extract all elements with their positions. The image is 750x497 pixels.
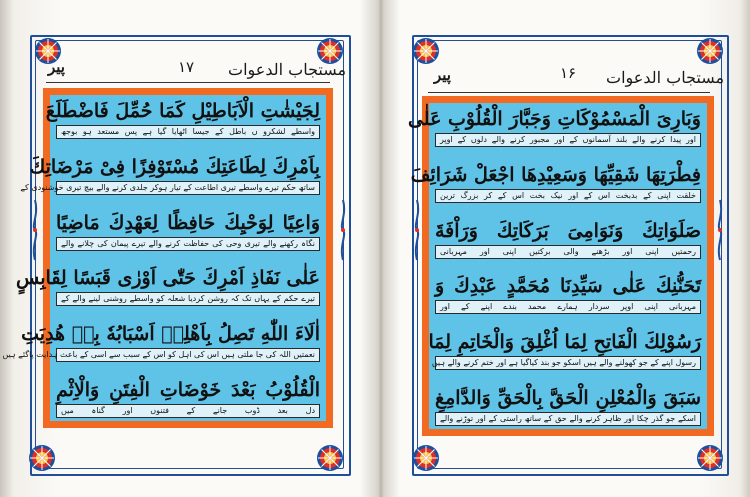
corner-ornament-icon xyxy=(692,440,728,476)
page-number: ۱۶ xyxy=(560,64,577,82)
page-day: پیر xyxy=(434,66,451,84)
page-header-title: مستجاب الدعوات xyxy=(606,68,725,87)
page-number: ۱۷ xyxy=(178,58,195,76)
corner-ornament-icon xyxy=(24,440,60,476)
arabic-text: فِطْرَتِهَا شَقِیِّهَا وَسَعِیْدِهَا اجْعَلْ شَرَائِفَ xyxy=(410,163,701,186)
side-ornament-icon xyxy=(338,200,348,260)
verse-line xyxy=(435,273,701,314)
verse-line xyxy=(410,162,701,203)
corner-ornament-icon xyxy=(408,440,444,476)
text-panel-inner xyxy=(2,95,326,421)
side-ornament-icon xyxy=(30,200,40,260)
side-ornament-icon xyxy=(715,200,725,260)
arabic-text: لِجَیْشٰتِ الْاَبَاطِیْلِ کَمَا حُمِّلَ فَاضْطَلَعَ xyxy=(45,100,320,122)
text-panel xyxy=(2,88,333,428)
side-ornament-icon xyxy=(412,200,422,260)
arabic-text: وَبَارِیَ الْمَسْمُوْكَاتِ وَجَبَّارَ الْقُلُوْبِ عَلٰی xyxy=(407,108,701,130)
arabic-text: عَلٰی نَفَاذِ اَمْرِكَ حَتّٰی اَوْرٰی قَبَسًا لِقَابِسٍ xyxy=(16,267,320,290)
arabic-text: صَلَوَاتِكَ وَنَوَامِیَ بَرَكَاتِكَ وَرَاْفَةَ xyxy=(435,219,701,242)
urdu-translation: تیرے حکم کے یہاں تک کہ روشن کردیا شعلہ کو واسطے روشنی لینے والے کے xyxy=(56,292,320,306)
urdu-translation: ساتھ حکم تیرے واسطے تیری اطاعت کے تیار ہوکر جلدی کرنے والے بیچ تیری خوشنودی کے xyxy=(56,181,320,195)
verse-line xyxy=(16,265,320,306)
verse-line xyxy=(435,385,701,426)
arabic-text: سَبَقَ وَالْمُعْلِنِ الْحَقَّ بِالْحَقِّ وَالدَّامِغِ xyxy=(435,386,701,409)
arabic-text: رَسُوْلِكَ الْفَاتِحِ لِمَا اُغْلِقَ وَالْخَاتِمِ لِمَا xyxy=(428,331,701,354)
right-page xyxy=(384,0,750,497)
corner-ornament-icon xyxy=(408,33,444,69)
urdu-translation: اور پیدا کرنے والے بلند آسمانوں کے اور مجبور کرنے والے دلوں کے اوپر xyxy=(435,133,701,147)
urdu-translation: مہربانی اپنی اوپر سردار ہمارے محمد بندے اپنے کے اور xyxy=(435,300,701,314)
verse-line xyxy=(56,210,320,251)
text-panel xyxy=(407,96,714,436)
corner-ornament-icon xyxy=(692,33,728,69)
page-header-title: مستجاب الدعوات xyxy=(228,60,347,79)
urdu-translation: اسکے جو گذر چکا اور ظاہر کرنے والے حق کے ساتھ راستی کے اور توڑنے والے xyxy=(435,412,701,426)
verse-line xyxy=(20,154,320,195)
urdu-translation: واسطے لشکرو ں باطل کے جیسا اٹھایا گیا ہے پس مستعد ہو بوجھ xyxy=(56,125,320,139)
urdu-translation: دل بعد ڈوب جانے کے فتنوں اور گناہ میں xyxy=(56,404,320,418)
verse-line xyxy=(2,321,320,362)
verse-line xyxy=(407,106,701,147)
text-panel-inner xyxy=(407,103,707,429)
urdu-translation: نعمتیں اللہ کی جا ملتی ہیں اس کی اہل کو اس کے سبب سے اسی کے باعث ہدایت پاگئے ہیں xyxy=(56,348,320,362)
verse-line xyxy=(428,329,701,370)
urdu-translation: رحمتیں اپنی اور بڑھنے والی برکتیں اپنی اور مہربانی xyxy=(435,245,701,259)
corner-ornament-icon xyxy=(312,440,348,476)
arabic-text: بِاَمْرِكَ لِطَاعَتِكَ مُسْتَوْفِزًا فِیْ مَرْضَاتِكَ xyxy=(29,155,320,178)
verse-line xyxy=(435,218,701,259)
header-rule xyxy=(428,92,710,93)
urdu-translation: خلقت اپنی کے بدبخت اس کے اور نیک بخت اس کے کر بزرگ ترین xyxy=(435,189,701,203)
arabic-text: وَاعِیًا لِوَحْیِكَ حَافِظًا لِعَهْدِكَ مَاضِیًا xyxy=(56,211,320,234)
arabic-text: تَحَنُّنِكَ عَلٰی سَیِّدِنَا مُحَمَّدٍ عَبْدِكَ وَ xyxy=(435,275,701,298)
urdu-translation: نگاہ رکھنے والے تیری وحی کی حفاظت کرنے والے تیرے پیمان کی چلانے والے xyxy=(56,237,320,251)
page-day: پیر xyxy=(48,58,65,76)
arabic-text: اٰلَاءَ اللّٰهِ تَصِلُ بِاَهْلِهٖ اَسْبَابُهٗ بِهٖ هُدِیَتِ xyxy=(21,323,320,346)
urdu-translation: رسول اپنے کے جو کھولنے والے ہیں اسکو جو بند کیاگیا ہے اور ختم کرنے والے ہیں xyxy=(435,356,701,370)
verse-line xyxy=(45,98,320,139)
arabic-text: الْقُلُوْبُ بَعْدَ خَوْضَاتِ الْفِتَنِ وَالْاِثْمِ xyxy=(56,378,320,401)
header-rule xyxy=(46,82,330,83)
verse-line xyxy=(56,377,320,418)
